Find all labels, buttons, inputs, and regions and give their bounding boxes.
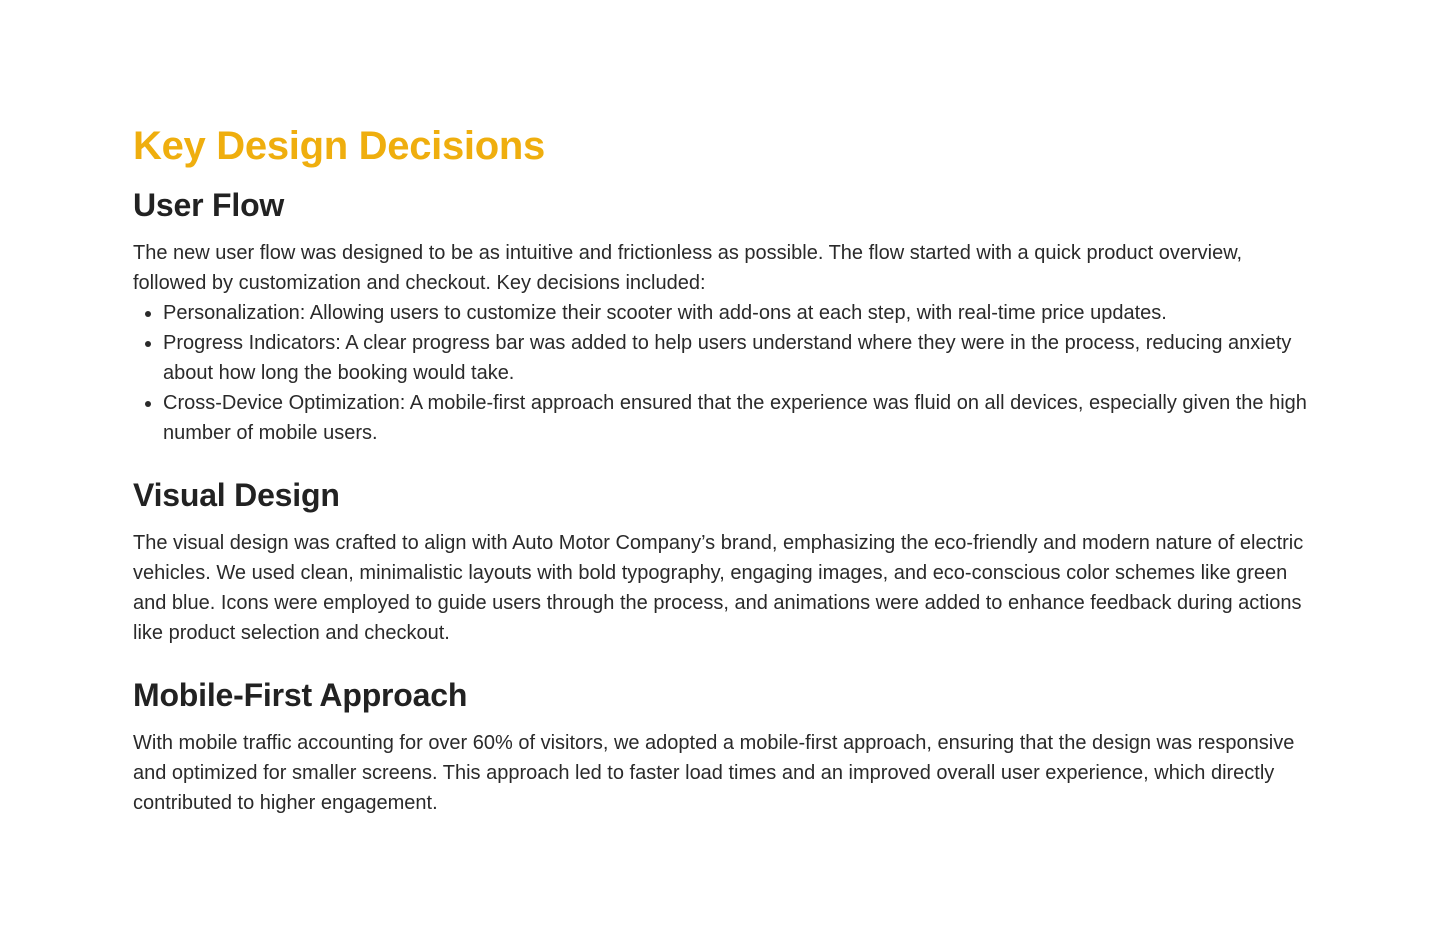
section-visual-design [133, 474, 1308, 648]
section-heading-visual-design: Visual Design [133, 477, 340, 513]
visual-design-body: The visual design was crafted to align with Auto Motor Company’s brand, emphasizing the eco-friendly and modern nature of electric vehicles. We used clean, minimalistic layouts with bold typography, engaging images, and eco-conscious color schemes like green and blue. Icons were employed to guide users through the process, and animations were added to enhance feedback during actions like product selection and checkout. [133, 532, 1304, 644]
list-item-cross-device-optimization: • Cross-Device Optimization: A mobile-first approach ensured that the experience was fluid on all devices, especially given the high number of mobile users. [163, 388, 1308, 448]
list-item-progress-indicators: • Progress Indicators: A clear progress bar was added to help users understand where they were in the process, reducing anxiety about how long the booking would take. [163, 328, 1308, 388]
list-item-personalization: • Personalization: Allowing users to customize their scooter with add-ons at each step, with real-time price updates. [163, 298, 1308, 328]
mobile-first-body: With mobile traffic accounting for over 60% of visitors, we adopted a mobile-first approach, ensuring that the design was responsive and optimized for smaller screens. This approach led to faster load times and an improved overall user experience, which directly contributed to higher engagement. [133, 732, 1295, 814]
article-content [133, 120, 1308, 818]
section-heading-mobile-first: Mobile-First Approach [133, 677, 468, 713]
section-mobile-first [133, 674, 1308, 818]
user-flow-decision-list [133, 298, 1308, 448]
section-user-flow [133, 184, 1308, 448]
section-heading-user-flow: User Flow [133, 187, 285, 223]
page-title: Key Design Decisions [133, 124, 545, 168]
user-flow-intro: The new user flow was designed to be as intuitive and frictionless as possible. The flow started with a quick product overview, followed by customization and checkout. Key decisions included: [133, 242, 1243, 294]
